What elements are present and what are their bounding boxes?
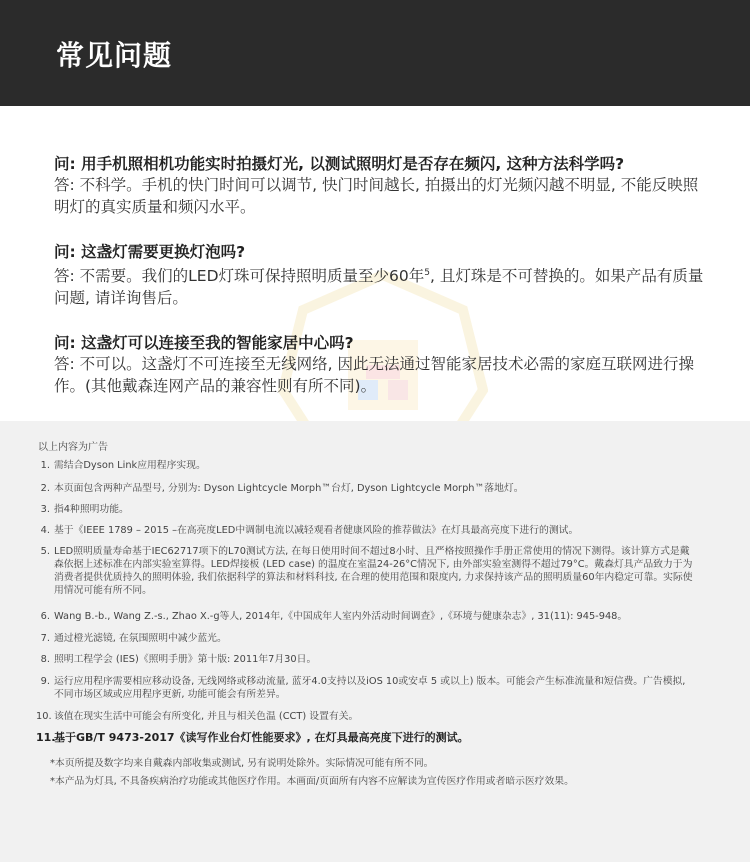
footnote-item	[36, 710, 696, 723]
faq-answer-part: , 且灯珠是不可替换的。如果产品有质量问题, 请详询售后。	[54, 267, 704, 307]
footnote-number: 1.	[40, 460, 50, 471]
footnote-text: Wang B.-b., Wang Z.-s., Zhao X.-g等人, 2014年,《中国成年人室内外活动时间调查》,《环境与健康杂志》, 31(11): 945-948。	[54, 611, 628, 622]
faq-question: 问: 这盏灯可以连接至我的智能家居中心吗?	[54, 334, 354, 353]
faq-answer: 答: 不可以。这盏灯不可连接至无线网络, 因此无法通过智能家居技术必需的家庭互联网进行操作。(其他戴森连网产品的兼容性则有所不同)。	[54, 355, 695, 395]
page-title: 常见问题	[56, 39, 173, 72]
footnote-item	[36, 610, 696, 623]
faq-answer	[54, 263, 704, 309]
faq-item	[54, 242, 704, 309]
faq-section	[54, 154, 704, 421]
footnote-text: 需结合Dyson Link应用程序实现。	[54, 460, 206, 471]
footnote-number: 9.	[40, 676, 50, 687]
page-header	[0, 0, 750, 106]
disclaimer: *本页所提及数字均来自戴森内部收集或测试, 另有说明处除外。实际情况可能有所不同。	[50, 758, 434, 769]
faq-item	[54, 333, 704, 397]
footnote-item	[36, 653, 696, 666]
footnote-number: 6.	[40, 611, 50, 622]
footnote-item	[36, 482, 696, 495]
footnote-text: LED照明质量寿命基于IEC62717项下的L70测试方法, 在每日使用时间不超过8小时、且严格按照操作手册正常使用的情况下测得。该计算方式是戴森依据上述标准在内部实验室算得。LED焊接板 (LED case) 的温度在室温24-26°C情况下, 由外部实验室测得不超过79°C。戴森灯具产品致力于为消费者提供优质持久的照明体验, 我们依据科学的算法和材料科技, 在合理的使用范围和限度内, 力求保持该产品的照明质量60年内稳定可靠。实际使用情况可能有所不同。	[54, 546, 693, 596]
footnote-number: 8.	[40, 654, 50, 665]
footnote-text: 该值在现实生活中可能会有所变化, 并且与相关色温 (CCT) 设置有关。	[54, 711, 359, 722]
disclaimer: *本产品为灯具, 不具备疾病治疗功能或其他医疗作用。本画面/页面所有内容不应解读为宣传医疗作用或者暗示医疗效果。	[50, 776, 574, 787]
footnote-item	[36, 503, 696, 516]
footnote-number: 7.	[40, 633, 50, 644]
footnote-text: 运行应用程序需要相应移动设备, 无线网络或移动流量, 蓝牙4.0支持以及iOS 10或安卓 5 或以上) 版本。可能会产生标准流量和短信费。广告模拟, 不同市场区域或应用程序更新, 功能可能会有所差异。	[54, 676, 686, 700]
faq-answer-part: 答: 不需要。我们的LED灯珠可保持照明质量至少60年	[54, 267, 425, 286]
footnote-number: 11.	[36, 731, 56, 744]
footnote-number: 5.	[40, 546, 50, 557]
footnote-number: 3.	[40, 504, 50, 515]
footnote-text: 通过橙光滤镜, 在氛围照明中减少蓝光。	[54, 633, 227, 644]
footnotes-section	[0, 421, 750, 862]
footnote-text: 照明工程学会 (IES)《照明手册》第十版: 2011年7月30日。	[54, 654, 317, 665]
footnote-text: 指4种照明功能。	[54, 504, 129, 515]
footnote-item	[36, 731, 696, 744]
footnote-number: 4.	[40, 525, 50, 536]
footnote-number: 2.	[40, 483, 50, 494]
faq-question: 问: 这盏灯需要更换灯泡吗?	[54, 243, 246, 261]
footnote-item	[36, 459, 696, 472]
footnote-text: 本页面包含两种产品型号, 分别为: Dyson Lightcycle Morph™台灯, Dyson Lightcycle Morph™落地灯。	[54, 483, 524, 494]
notes-heading: 以上内容为广告	[38, 442, 108, 453]
faq-answer: 答: 不科学。手机的快门时间可以调节, 快门时间越长, 拍摄出的灯光频闪越不明显, 不能反映照明灯的真实质量和频闪水平。	[54, 176, 699, 216]
footnote-item	[36, 675, 696, 701]
footnote-ref: 5	[424, 268, 430, 278]
footnote-number: 10.	[36, 711, 52, 722]
footnote-item	[36, 632, 696, 645]
faq-item	[54, 154, 704, 218]
footnote-text: 基于GB/T 9473-2017《读写作业台灯性能要求》, 在灯具最高亮度下进行的测试。	[54, 731, 469, 744]
footnote-item	[36, 524, 696, 537]
footnote-text: 基于《IEEE 1789 – 2015 –在高亮度LED中调制电流以减轻观看者健康风险的推荐做法》在灯具最高亮度下进行的测试。	[54, 525, 579, 536]
footnote-item	[36, 545, 696, 597]
faq-question: 问: 用手机照相机功能实时拍摄灯光, 以测试照明灯是否存在频闪, 这种方法科学吗?	[54, 155, 625, 173]
